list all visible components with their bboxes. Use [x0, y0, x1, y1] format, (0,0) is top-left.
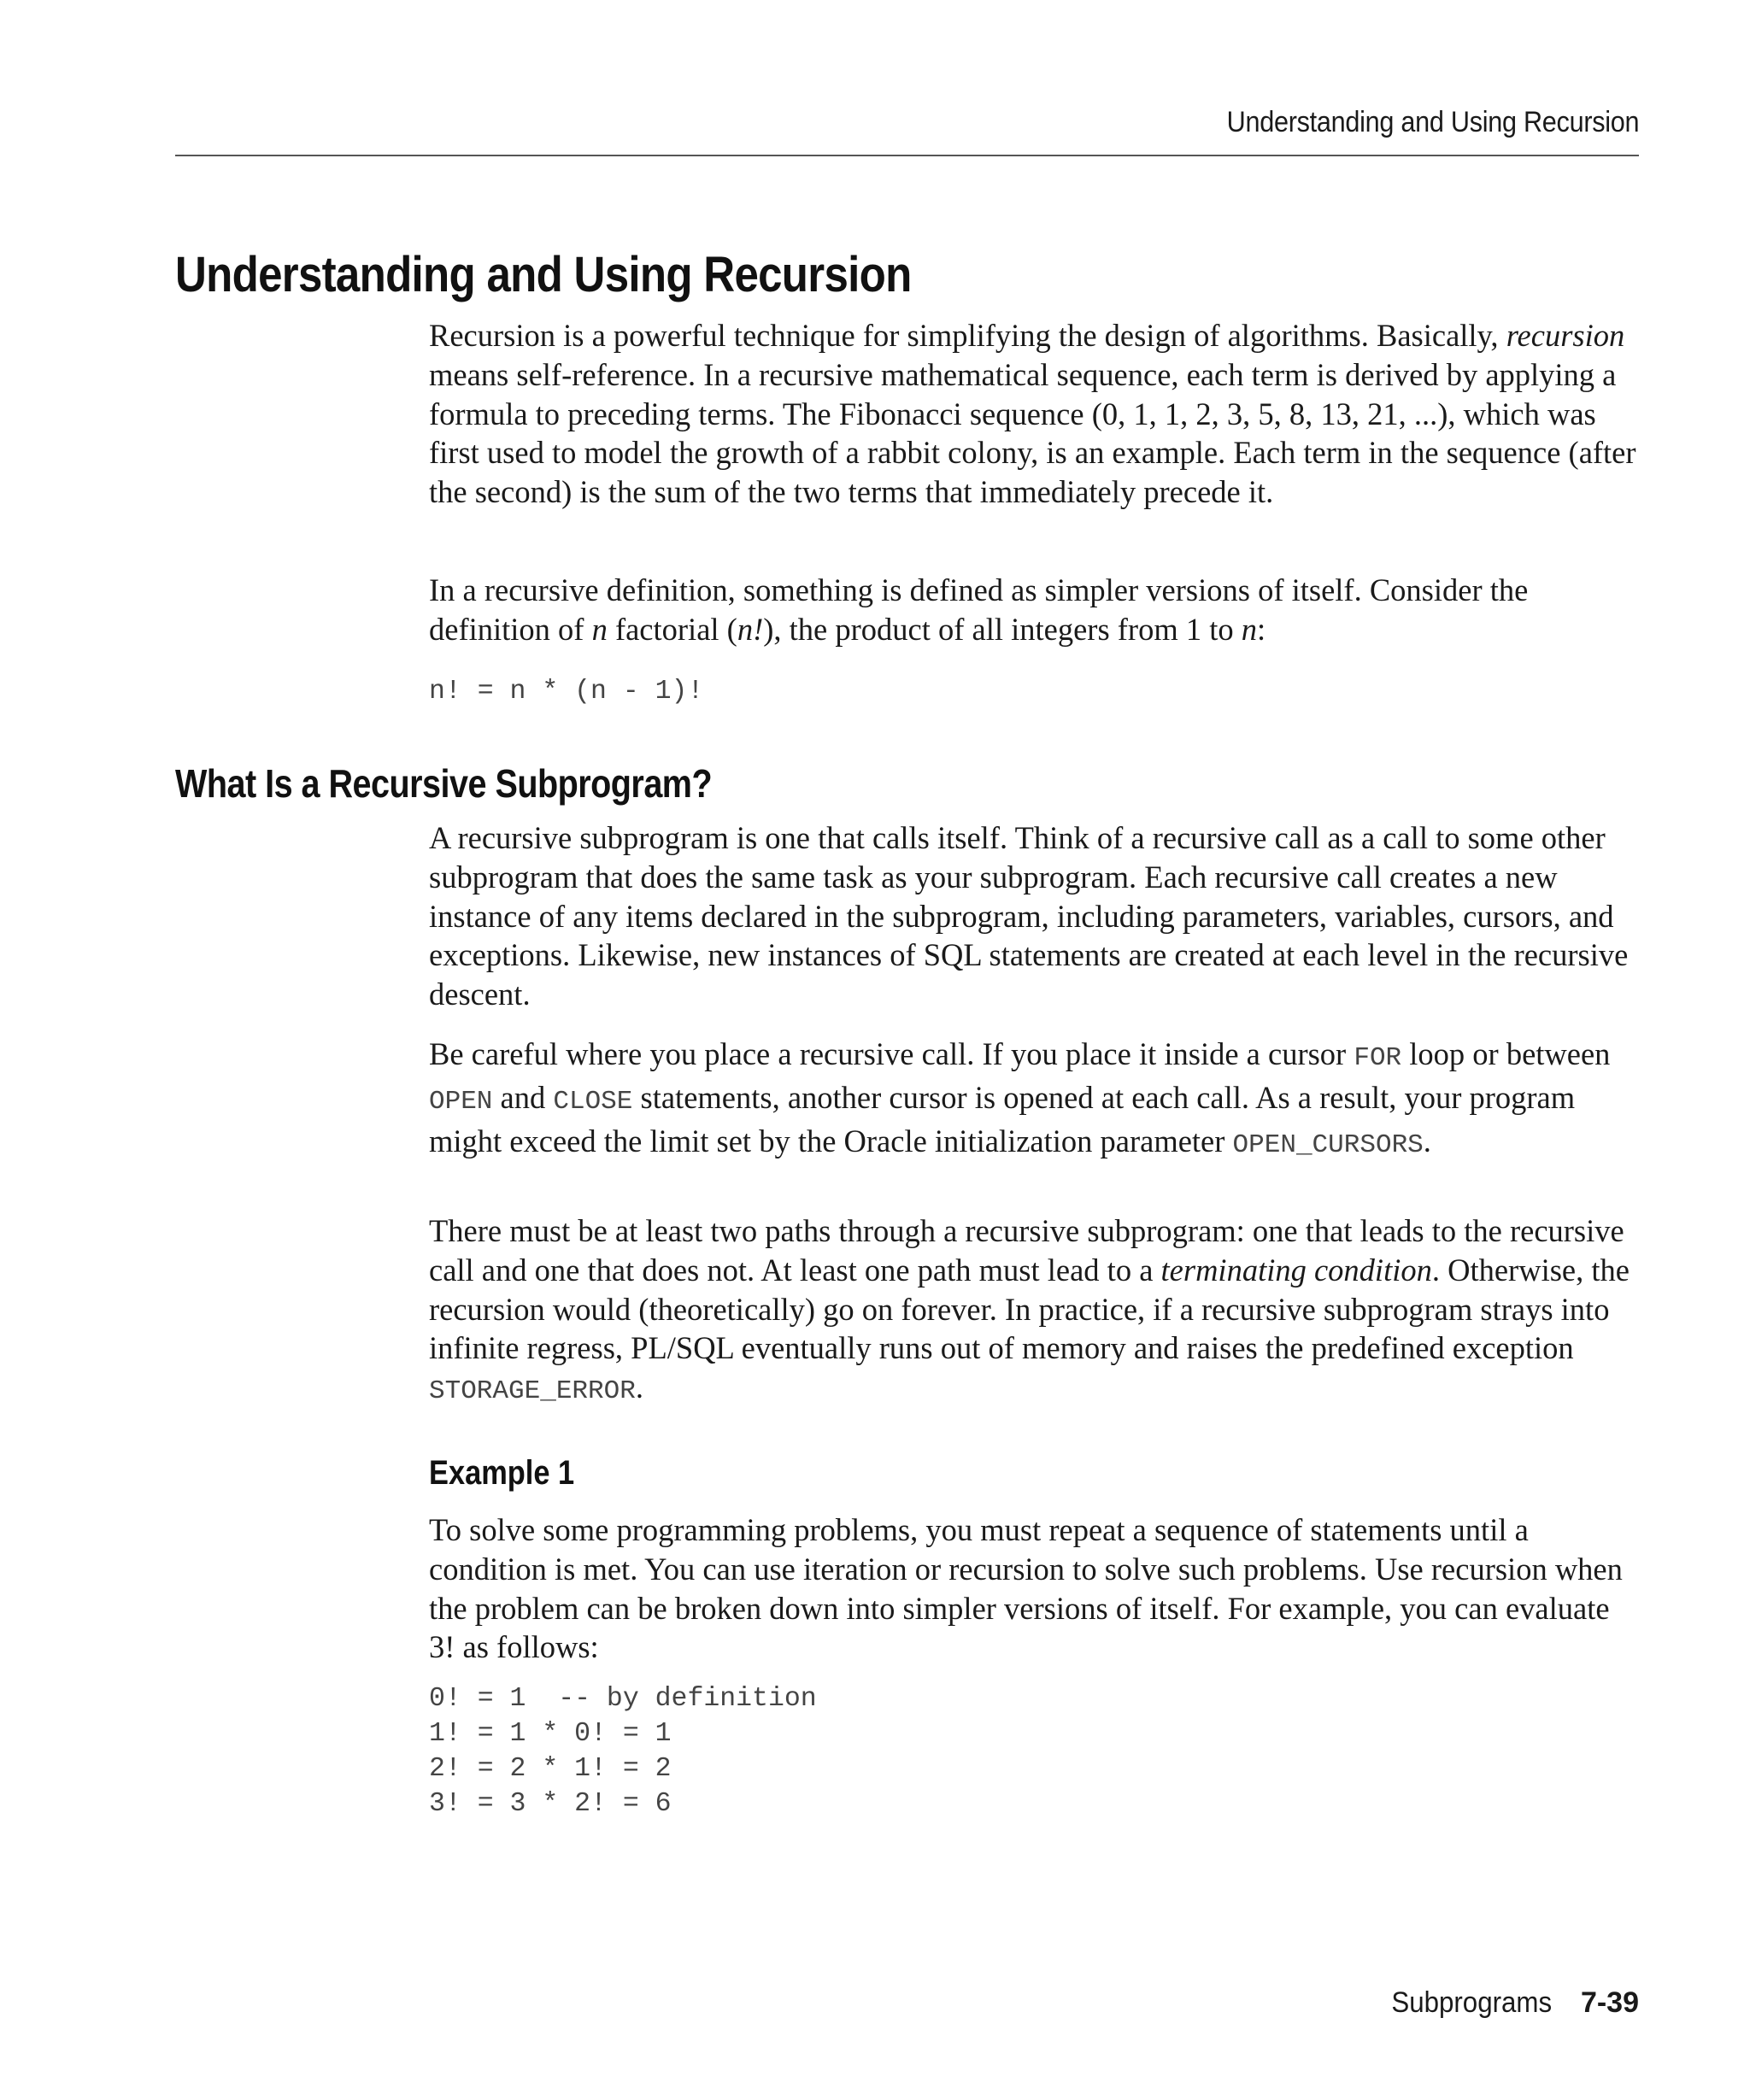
header-rule [175, 155, 1639, 156]
code-open-cursors: OPEN_CURSORS [1232, 1129, 1424, 1160]
factorial-example-code: 0! = 1 -- by definition 1! = 1 * 0! = 1 2! = 2 * 1! = 2 3! = 3 * 2! = 6 [429, 1684, 817, 1819]
factorial-formula-code: n! = n * (n - 1)! [429, 677, 704, 707]
running-header-title: Understanding and Using Recursion [1226, 106, 1639, 138]
example-title: Example 1 [429, 1454, 575, 1492]
text-run: : [1257, 611, 1266, 647]
footer-chapter: Subprograms [1391, 1986, 1552, 2019]
emphasis-terminating-condition: terminating condition [1160, 1252, 1432, 1288]
intro-paragraph-2 [429, 571, 1642, 649]
intro-paragraph-1 [429, 316, 1642, 512]
page-footer [1377, 1986, 1639, 2020]
text-run: factorial ( [607, 611, 737, 647]
page-title: Understanding and Using Recursion [175, 247, 912, 302]
section-paragraph-2 [429, 1035, 1642, 1164]
text-run: ), the product of all integers from 1 to [763, 611, 1242, 647]
code-open: OPEN [429, 1086, 493, 1117]
emphasis-n: n [1241, 611, 1257, 647]
text-run: There must be at least two paths through a recursive subprogram: one that leads to the recursive call and one that does not. At least one path must lead to a [429, 1213, 1624, 1288]
emphasis-n-factorial: n! [737, 611, 764, 647]
text-run: statements, another cursor is opened at each call. As a result, your program might exceed the limit set by the Oracle initialization parameter [429, 1079, 1576, 1159]
text-run: In a recursive definition, something is defined as simpler versions of itself. Consider the definition of [429, 572, 1529, 647]
emphasis-n: n [591, 611, 608, 647]
section-title: What Is a Recursive Subprogram? [175, 761, 713, 806]
page-number: 7-39 [1580, 1986, 1639, 2019]
section-paragraph-1: A recursive subprogram is one that calls itself. Think of a recursive call as a call to some other subprogram that does the same task as your subprogram. Each recursive call creates a new instance of any items declared in the subprogram, including parameters, variables, cursors, and exceptions. Likewise, new instances of SQL statements are created at each level in the recursive descent. [429, 820, 1629, 1012]
code-storage-error: STORAGE_ERROR [429, 1376, 636, 1407]
text-run: . [1423, 1123, 1431, 1159]
emphasis-recursion: recursion [1506, 318, 1625, 353]
code-for: FOR [1354, 1043, 1402, 1073]
text-run: means self-reference. In a recursive mathematical sequence, each term is derived by applying a formula to preceding terms. The Fibonacci sequence (0, 1, 1, 2, 3, 5, 8, 13, 21, ...), which was first used to model the growth of a rabbit colony, is an example. Each term in the sequence (after the second) is the sum of the two terms that immediately precede it. [429, 356, 1636, 510]
text-run: and [492, 1079, 554, 1115]
text-run: Recursion is a powerful technique for simplifying the design of algorithms. Basically, [429, 318, 1506, 353]
text-run: . [635, 1370, 643, 1405]
text-run: loop or between [1401, 1036, 1611, 1071]
text-run: . Otherwise, the recursion would (theoretically) go on forever. In practice, if a recursive subprogram strays into infinite regress, PL/SQL eventually runs out of memory and raises the predefined exception [429, 1252, 1630, 1366]
code-close: CLOSE [553, 1086, 633, 1117]
section-paragraph-3 [429, 1211, 1642, 1411]
text-run: Be careful where you place a recursive call. If you place it inside a cursor [429, 1036, 1354, 1071]
example-paragraph: To solve some programming problems, you must repeat a sequence of statements until a condition is met. You can use iteration or recursion to solve such problems. Use recursion when the problem can be broken down into simpler versions of itself. For example, you can evaluate 3! as follows: [429, 1512, 1623, 1665]
